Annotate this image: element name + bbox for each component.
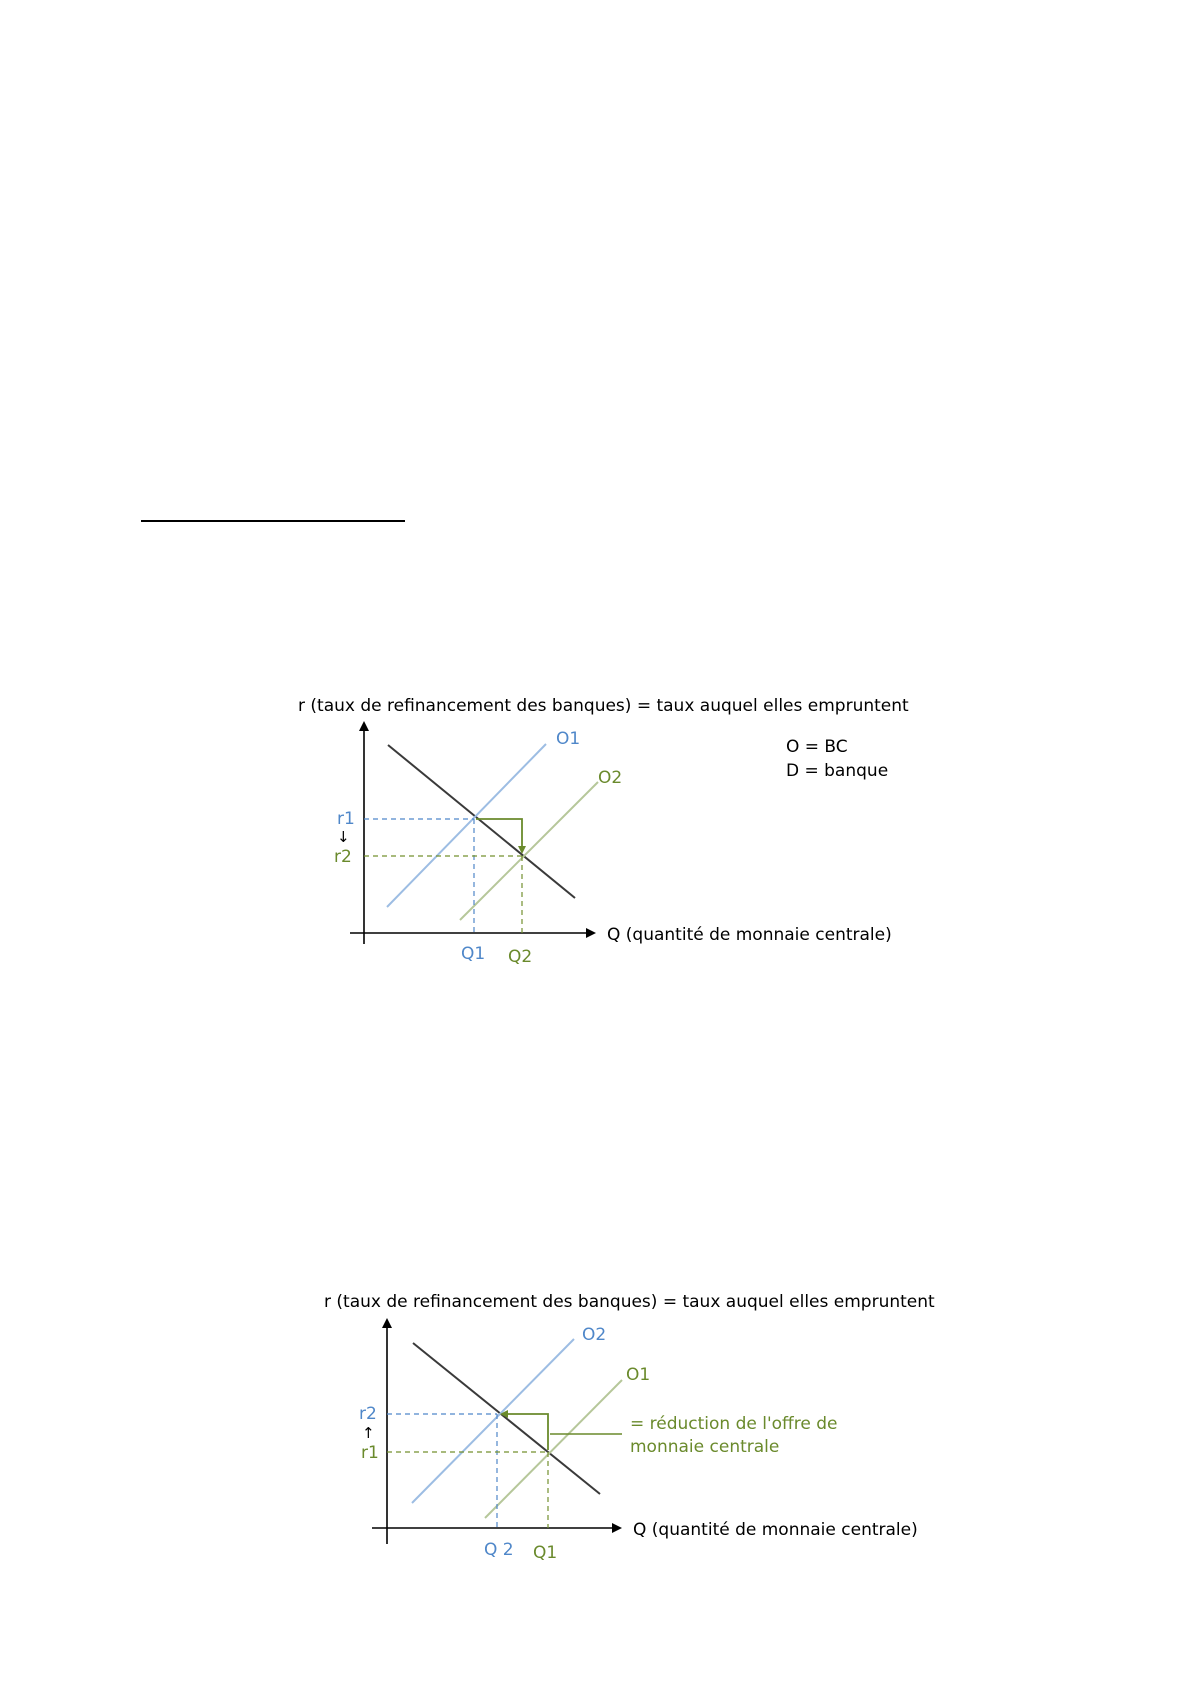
annotation-line-1: = réduction de l'offre de bbox=[630, 1414, 838, 1434]
y-axis-title: r (taux de refinancement des banques) = taux auquel elles empruntent bbox=[324, 1292, 935, 1312]
curve-label-o2: O2 bbox=[598, 768, 623, 788]
y-axis-title: r (taux de refinancement des banques) = taux auquel elles empruntent bbox=[298, 696, 909, 716]
supply-curve-o1 bbox=[485, 1380, 622, 1518]
demand-curve bbox=[413, 1343, 600, 1494]
x-axis-title: Q (quantité de monnaie centrale) bbox=[633, 1520, 918, 1540]
x-label-q1: Q1 bbox=[461, 944, 486, 964]
curve-label-o1: O1 bbox=[626, 1365, 651, 1385]
legend-line-1: O = BC bbox=[786, 737, 848, 757]
y-label-r2: r2 bbox=[334, 847, 352, 867]
annotation-line-2: monnaie centrale bbox=[630, 1437, 780, 1457]
rate-down-arrow: ↓ bbox=[337, 828, 350, 846]
legend-line-2: D = banque bbox=[786, 761, 889, 781]
curve-label-o2: O2 bbox=[582, 1325, 607, 1345]
x-label-q2: Q 2 bbox=[484, 1540, 514, 1560]
supply-curve-o2 bbox=[412, 1339, 574, 1503]
rate-up-arrow: ↑ bbox=[362, 1424, 375, 1442]
x-label-q2: Q2 bbox=[508, 947, 533, 967]
y-label-r1: r1 bbox=[361, 1443, 379, 1463]
curve-label-o1: O1 bbox=[556, 729, 581, 749]
y-label-r2: r2 bbox=[359, 1404, 377, 1424]
x-axis-title: Q (quantité de monnaie centrale) bbox=[607, 925, 892, 945]
y-label-r1: r1 bbox=[337, 809, 355, 829]
x-label-q1: Q1 bbox=[533, 1543, 558, 1563]
